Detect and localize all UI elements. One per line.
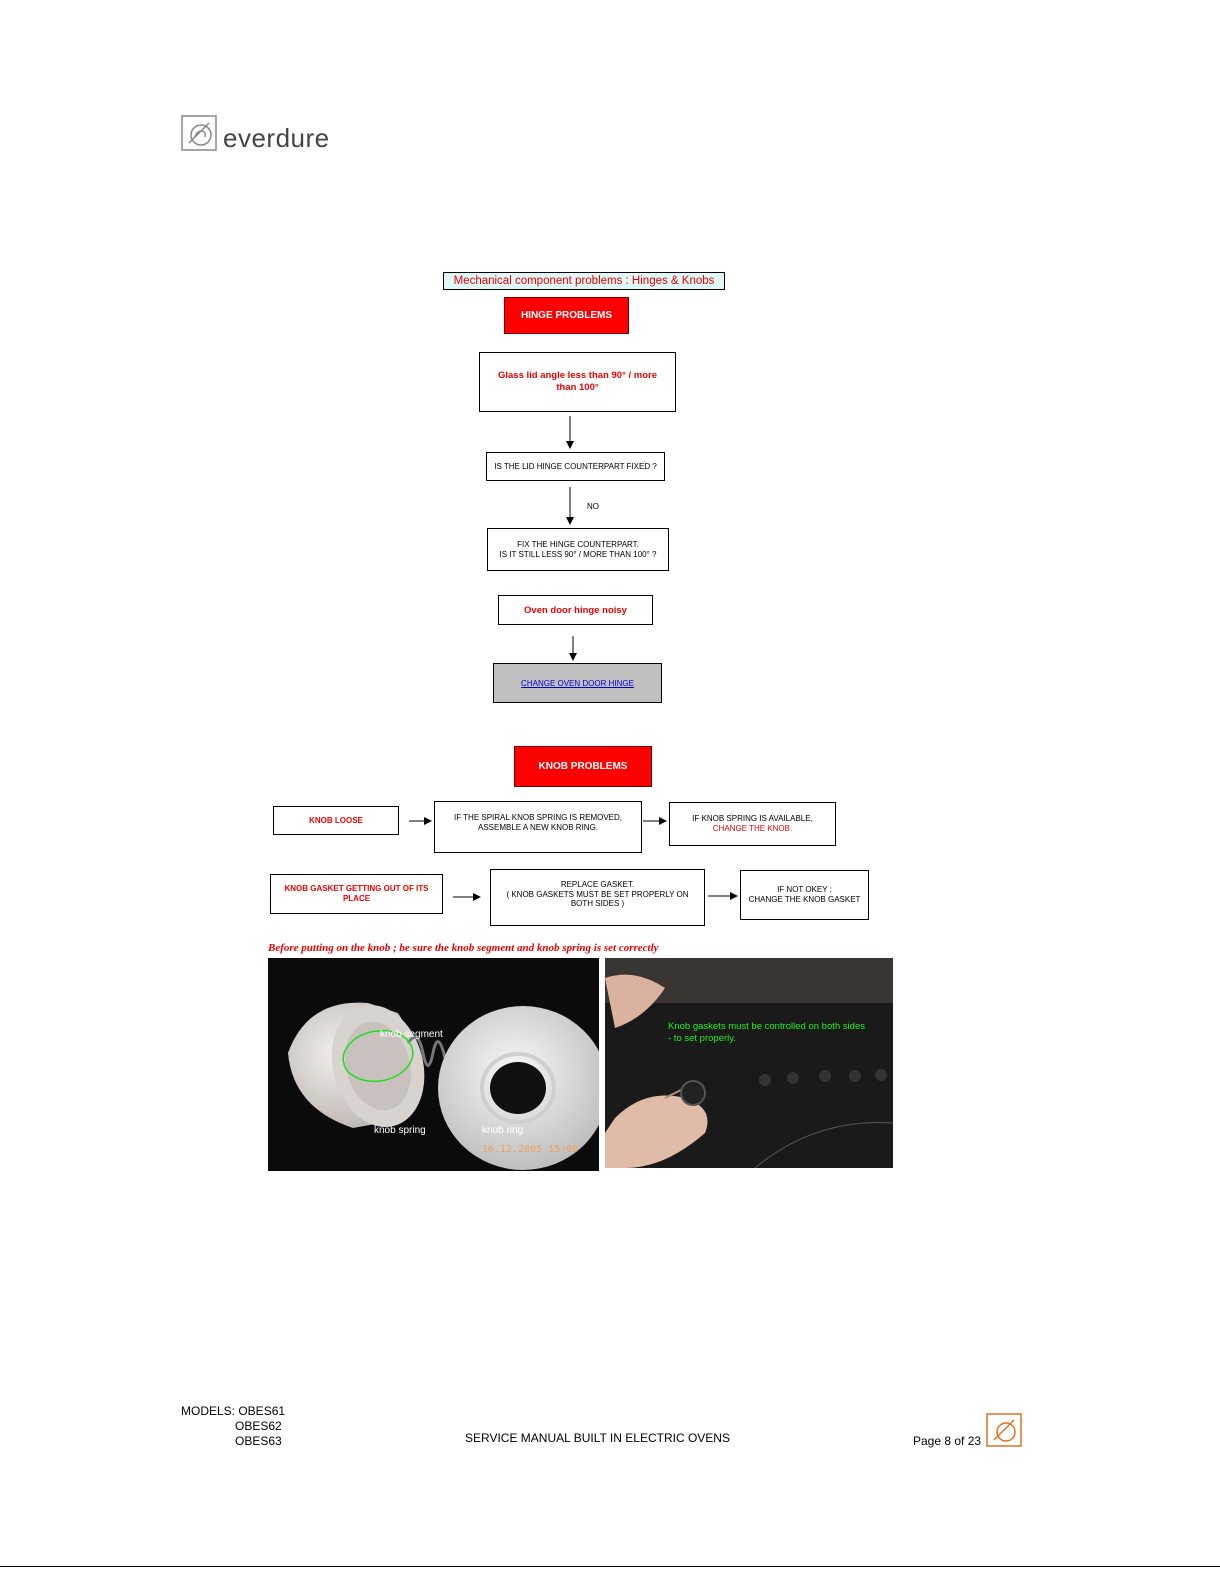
change-knob-text: CHANGE THE KNOB.: [712, 824, 793, 833]
oven-door-text: Oven door hinge noisy: [524, 604, 627, 616]
knob-note: [268, 942, 659, 954]
no-label: NO: [587, 502, 599, 511]
footer-manual-title: [465, 1431, 730, 1445]
knob-spring-label: knob spring: [374, 1125, 426, 1136]
knob-loose-box: [273, 806, 399, 835]
hinge-problems-heading: [504, 297, 629, 334]
knob-gasket-text: KNOB GASKET GETTING OUT OF ITS PLACE: [284, 884, 429, 903]
not-okey-box: [740, 870, 869, 920]
knob-parts-illustration: [268, 958, 599, 1171]
section-title: [443, 272, 725, 290]
spiral-spring-box: [434, 801, 642, 853]
everdure-logo-icon: [181, 115, 217, 151]
bottom-rule: [0, 1566, 1220, 1567]
page-number-text: Page 8 of 23: [913, 1434, 982, 1448]
counterpart-question-box: [486, 452, 665, 481]
knob-problems-heading: [514, 746, 652, 787]
brand-name: everdure: [223, 123, 330, 153]
knob-gasket-illustration: [605, 958, 893, 1168]
knob-ring-label: knob ring: [482, 1125, 524, 1136]
fix-line-2: IS IT STILL LESS 90° / MORE THAN 100° ?: [499, 549, 657, 559]
footer-models: [181, 1404, 285, 1449]
fix-counterpart-box: [487, 528, 669, 571]
counterpart-question-text: IS THE LID HINGE COUNTERPART FIXED ?: [494, 461, 657, 471]
gasket-caption: Knob gaskets must be controlled on both sides - to set properly.: [668, 1021, 865, 1044]
not-okey-line-2: CHANGE THE KNOB GASKET: [748, 895, 861, 904]
knob-gasket-box: [270, 874, 443, 914]
footer-page-number: [913, 1434, 981, 1448]
model-obes62: OBES62: [235, 1419, 282, 1433]
knob-heading-text: KNOB PROBLEMS: [538, 761, 628, 772]
models-label: MODELS: OBES61: [181, 1404, 286, 1418]
section-title-text: Mechanical component problems : Hinges & Knobs: [453, 275, 715, 287]
photo-date-stamp: 16.12.2005 15:08: [482, 1144, 579, 1155]
footer-logo-icon: [986, 1413, 1022, 1447]
knob-gasket-photo: [605, 958, 893, 1168]
manual-title-text: SERVICE MANUAL BUILT IN ELECTRIC OVENS: [465, 1431, 730, 1445]
glass-lid-box: [479, 352, 676, 412]
knob-note-text: Before putting on the knob ; be sure the knob segment and knob spring is set correctly: [268, 942, 659, 954]
knob-segment-label: knob segment: [380, 1029, 443, 1040]
oven-door-noisy-box: [498, 595, 653, 625]
replace-gasket-box: [490, 869, 705, 926]
replace-line-1: REPLACE GASKET.: [560, 880, 635, 889]
spring-avail-text: IF KNOB SPRING IS AVAILABLE,: [692, 814, 813, 824]
change-door-hinge-box: [493, 663, 662, 703]
knob-parts-photo: [268, 958, 599, 1171]
replace-line-2: ( KNOB GASKETS MUST BE SET PROPERLY ON BOTH SIDES ): [506, 889, 689, 909]
spring-available-box: [669, 802, 836, 846]
brand-logo: [181, 115, 341, 155]
hinge-heading-text: HINGE PROBLEMS: [520, 310, 613, 321]
model-obes63: OBES63: [235, 1434, 282, 1448]
spiral-line-2: ASSEMBLE A NEW KNOB RING.: [477, 822, 599, 832]
change-oven-door-hinge-link[interactable]: CHANGE OVEN DOOR HINGE: [521, 678, 634, 688]
spiral-line-1: IF THE SPIRAL KNOB SPRING IS REMOVED,: [453, 813, 623, 822]
not-okey-line-1: IF NOT OKEY ;: [777, 885, 832, 895]
glass-lid-text: Glass lid angle less than 90° / more than 100°: [497, 370, 658, 393]
fix-line-1: FIX THE HINGE COUNTERPART.: [517, 539, 639, 549]
knob-loose-text: KNOB LOOSE: [309, 816, 363, 825]
